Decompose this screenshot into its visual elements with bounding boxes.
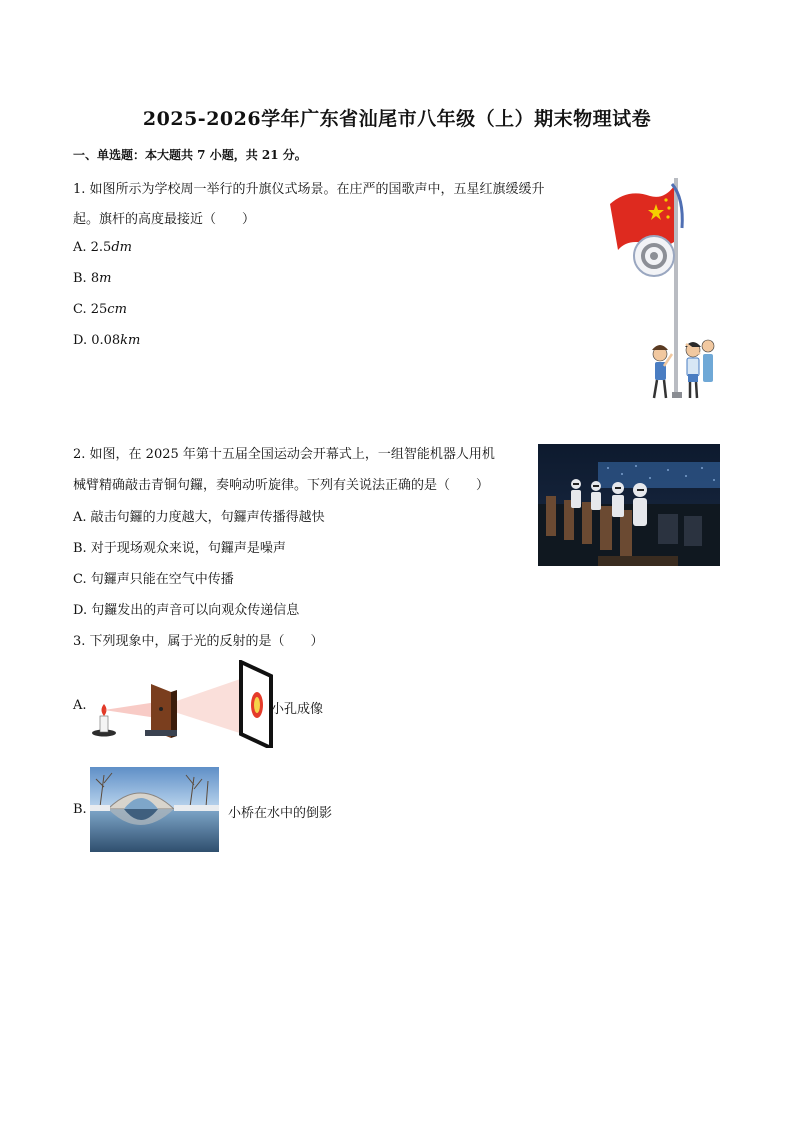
q1-option-a[interactable]: A. 2.5dm (73, 240, 132, 255)
question-1-line-1: 1. 如图所示为学校周一举行的升旗仪式场景。在庄严的国歌声中，五星红旗缓缓升 (73, 182, 545, 197)
question-1-line-2: 起。旗杆的高度最接近（ ） (73, 212, 256, 227)
question-2-line-2: 械臂精确敲击青铜句鑼，奏响动听旋律。下列有关说法正确的是（ ） (73, 478, 490, 493)
section-heading: 一、单选题：本大题共 7 小题，共 21 分。 (73, 148, 307, 162)
q3-option-a-caption: 小孔成像 (271, 702, 324, 717)
student-figure-left (652, 345, 672, 398)
q2-option-d[interactable]: D. 句鑼发出的声音可以向观众传递信息 (73, 603, 300, 618)
flagpole (674, 178, 678, 396)
question-3-line-1: 3. 下列现象中，属于光的反射的是（ ） (73, 634, 324, 649)
question-2-line-1: 2. 如图，在 2025 年第十五届全国运动会开幕式上，一组智能机器人用机 (73, 447, 495, 462)
q1-option-c[interactable]: C. 25cm (73, 302, 127, 317)
student-figure-right (685, 340, 714, 398)
q2-option-c[interactable]: C. 句鑼声只能在空气中传播 (73, 572, 234, 587)
pinhole-imaging-diagram (89, 660, 273, 748)
q2-option-a[interactable]: A. 敲击句鑼的力度越大，句鑼声传播得越快 (73, 510, 325, 525)
q2-option-b[interactable]: B. 对于现场观众来说，句鑼声是噪声 (73, 541, 286, 556)
flag-raising-illustration (606, 178, 726, 402)
q3-option-a-label[interactable]: A. (73, 698, 87, 713)
q3-option-b-caption: 小桥在水中的倒影 (228, 806, 333, 821)
q1-option-d[interactable]: D. 0.08km (73, 333, 141, 348)
page-title: 2025-2026学年广东省汕尾市八年级（上）期末物理试卷 (142, 108, 652, 130)
q1-option-b[interactable]: B. 8m (73, 271, 112, 286)
q3-option-b-label[interactable]: B. (73, 802, 87, 817)
robot-orchestra-photo (538, 444, 720, 566)
bridge-reflection-photo (90, 767, 219, 852)
